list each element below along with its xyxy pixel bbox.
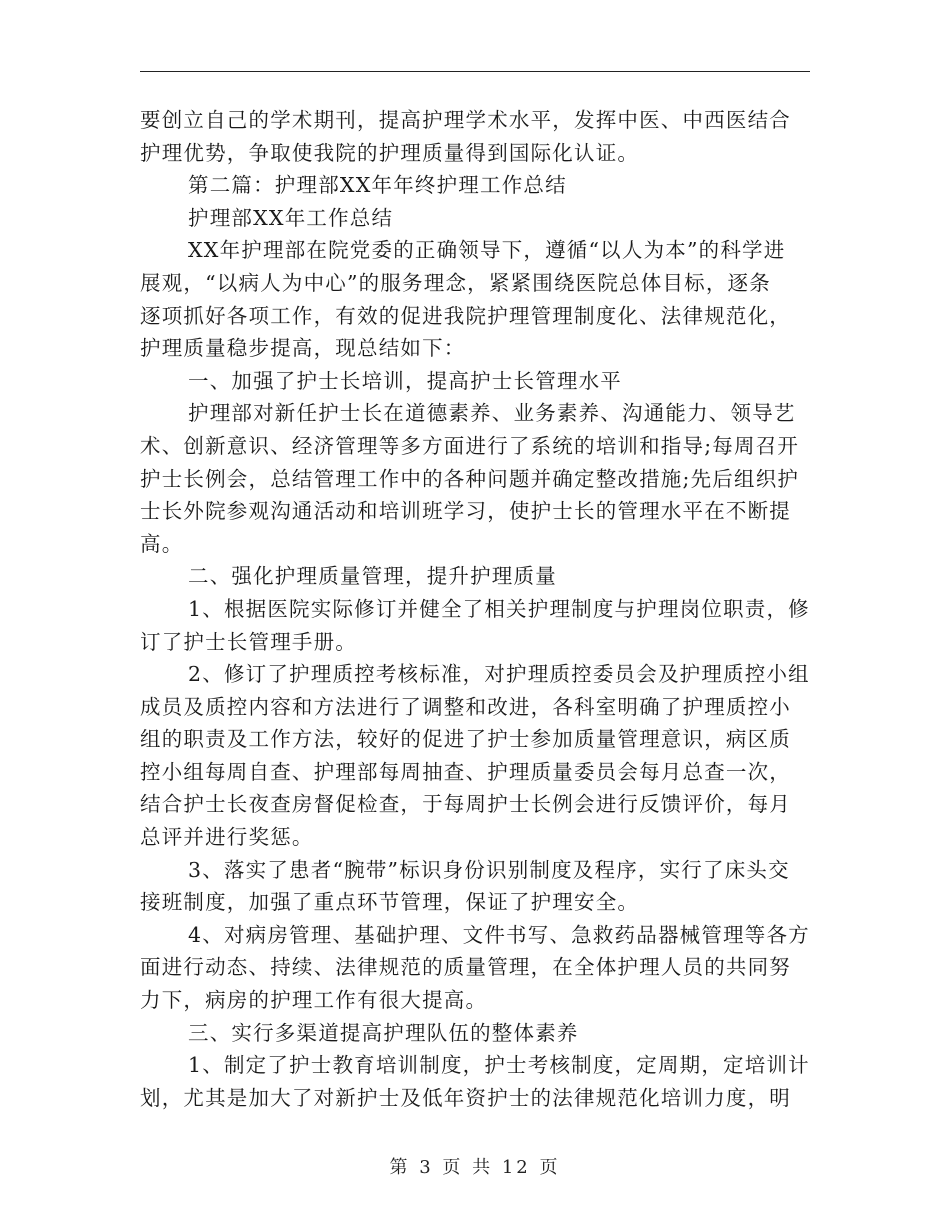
text-line: 面进行动态、持续、法律规范的质量管理，在全体护理人员的共同努 xyxy=(140,955,791,980)
text-line: 逐项抓好各项工作，有效的促进我院护理管理制度化、法律规范化， xyxy=(140,303,791,328)
text-line: 一、加强了护士长培训，提高护士长管理水平 xyxy=(188,368,622,393)
text-line: 三、实行多渠道提高护理队伍的整体素养 xyxy=(188,1020,579,1045)
text-line: 划，尤其是加大了对新护士及低年资护士的法律规范化培训力度，明 xyxy=(140,1085,791,1110)
text-line: 术、创新意识、经济管理等多方面进行了系统的培训和指导;每周召开 xyxy=(140,433,800,458)
text-line: XX年护理部在院党委的正确领导下，遵循“以人为本”的科学进 xyxy=(188,238,786,263)
text-line: 1、制定了护士教育培训制度，护士考核制度，定周期，定培训计 xyxy=(188,1053,810,1078)
page-number-footer: 第 3 页 共 12 页 xyxy=(389,1157,561,1178)
text-line: 要创立自己的学术期刊，提高护理学术水平，发挥中医、中西医结合 xyxy=(140,108,791,132)
text-line: 接班制度，加强了重点环节管理，保证了护理安全。 xyxy=(140,890,640,915)
text-line: 护理质量稳步提高，现总结如下： xyxy=(140,336,466,361)
text-line: 4、对病房管理、基础护理、文件书写、急救药品器械管理等各方 xyxy=(188,922,810,947)
text-line: 总评并进行奖惩。 xyxy=(140,825,314,850)
text-line: 2、修订了护理质控考核标准，对护理质控委员会及护理质控小组 xyxy=(188,662,810,687)
text-line: 二、强化护理质量管理，提升护理质量 xyxy=(188,564,557,589)
text-line: 护理部对新任护士长在道德素养、业务素养、沟通能力、领导艺 xyxy=(188,401,796,426)
text-line: 订了护士长管理手册。 xyxy=(140,629,357,654)
text-line: 组的职责及工作方法，较好的促进了护士参加质量管理意识，病区质 xyxy=(140,727,791,752)
text-line: 高。 xyxy=(140,531,184,556)
text-line: 1、根据医院实际修订并健全了相关护理制度与护理岗位职责，修 xyxy=(188,596,810,621)
text-line: 成员及质控内容和方法进行了调整和改进，各科室明确了护理质控小 xyxy=(140,694,791,719)
text-line: 第二篇：护理部XX年年终护理工作总结 xyxy=(188,173,567,198)
document-text xyxy=(140,104,815,1114)
text-line: 力下，病房的护理工作有很大提高。 xyxy=(140,988,488,1013)
text-line: 结合护士长夜查房督促检查，于每周护士长例会进行反馈评价，每月 xyxy=(140,792,791,817)
text-line: 士长外院参观沟通活动和培训班学习，使护士长的管理水平在不断提 xyxy=(140,499,791,524)
text-line: 控小组每周自查、护理部每周抽查、护理质量委员会每月总查一次， xyxy=(140,759,791,784)
text-line: 护理优势，争取使我院的护理质量得到国际化认证。 xyxy=(140,140,640,165)
header-rule xyxy=(140,71,810,72)
text-line: 展观，“以病人为中心”的服务理念，紧紧围绕医院总体目标，逐条 xyxy=(140,270,771,295)
text-line: 护理部XX年工作总结 xyxy=(188,205,394,230)
text-line: 3、落实了患者“腕带”标识身份识别制度及程序，实行了床头交 xyxy=(188,857,790,882)
document-body xyxy=(140,104,815,1114)
text-line: 护士长例会，总结管理工作中的各种问题并确定整改措施;先后组织护 xyxy=(140,466,800,491)
